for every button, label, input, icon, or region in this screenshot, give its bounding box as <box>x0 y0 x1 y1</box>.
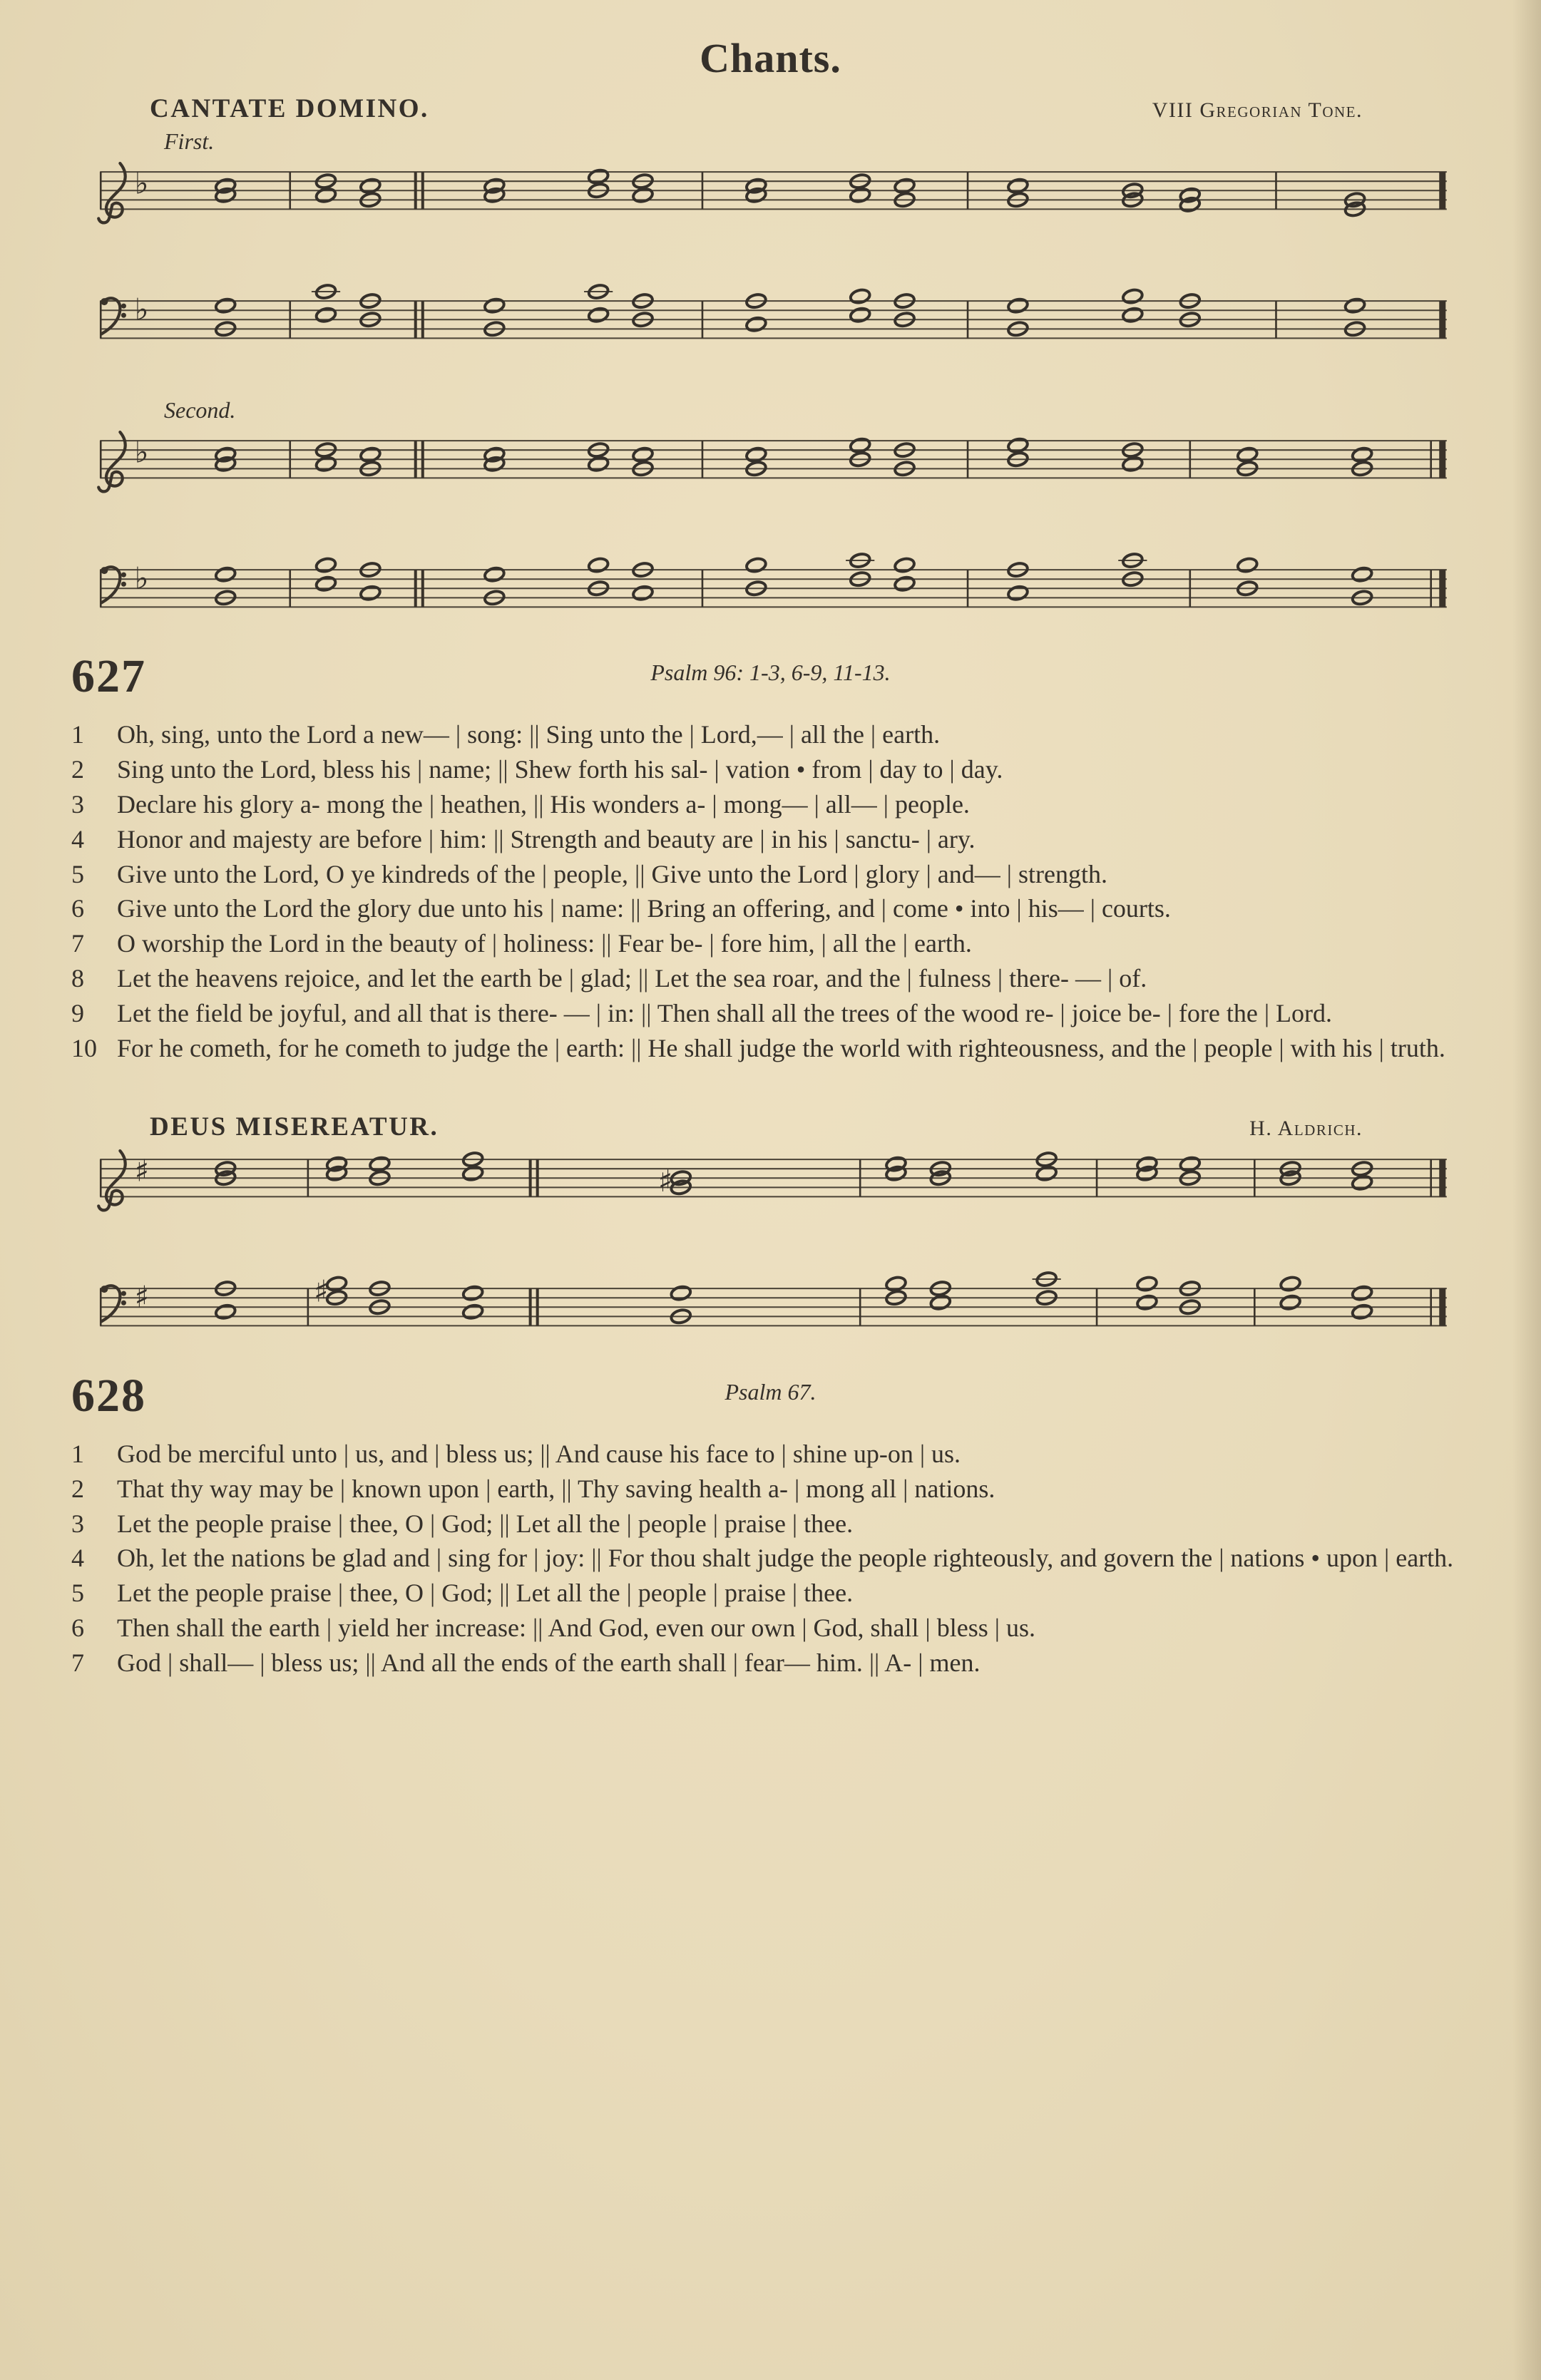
whole-note <box>483 566 505 583</box>
whole-note <box>670 1285 692 1301</box>
hymn-628-number: 628 <box>71 1370 146 1422</box>
verse-text: Oh, let the nations be glad and | sing for | joy: || For thou shalt judge the people righteously, and govern the | nations • upon | earth. <box>117 1544 1454 1573</box>
whole-note <box>315 307 337 323</box>
whole-note <box>359 585 381 601</box>
verse <box>71 1032 1470 1065</box>
hymn-627-number: 627 <box>71 650 146 703</box>
sharp-key-signature: ♯ <box>134 1153 149 1189</box>
deus-title: DEUS MISEREATUR. <box>150 1112 439 1142</box>
whole-note <box>215 297 236 314</box>
verse <box>71 1542 1470 1575</box>
verse-text: Then shall the earth | yield her increase: || And God, even our own | God, shall | bless | us. <box>117 1614 1035 1643</box>
verse-text: God be merciful unto | us, and | bless us; || And cause his face to | shine up-on | us. <box>117 1440 961 1469</box>
verse <box>71 858 1470 891</box>
whole-note <box>1007 297 1028 314</box>
deus-composer: H. Aldrich. <box>1249 1117 1363 1141</box>
whole-note <box>1344 297 1366 314</box>
whole-note <box>1351 566 1373 583</box>
flat-key-signature: ♭ <box>134 560 149 595</box>
verse-number: 4 <box>71 824 84 853</box>
whole-note <box>359 178 381 194</box>
whole-note <box>215 1304 236 1320</box>
whole-note <box>1035 1165 1057 1181</box>
whole-note <box>632 585 653 601</box>
whole-note <box>315 456 337 472</box>
whole-note <box>849 288 871 304</box>
whole-note <box>588 307 609 323</box>
verse-number: 3 <box>71 789 84 819</box>
whole-note <box>1237 446 1258 463</box>
verse <box>71 1507 1470 1541</box>
verse <box>71 1576 1470 1610</box>
cantate-title: CANTATE DOMINO. <box>150 94 429 123</box>
cantate-tone-attribution: VIII Gregorian Tone. <box>1152 98 1363 122</box>
whole-note <box>315 187 337 203</box>
verse <box>71 823 1470 856</box>
accidental: ♯ <box>313 1274 329 1310</box>
whole-note <box>1279 1295 1301 1311</box>
verse <box>71 1611 1470 1645</box>
whole-note <box>1122 456 1143 472</box>
whole-note <box>632 446 653 463</box>
hymn-628-header <box>71 1370 1470 1430</box>
whole-note <box>1007 437 1028 453</box>
whole-note <box>632 187 653 203</box>
whole-note <box>315 557 337 573</box>
whole-note <box>1007 178 1028 194</box>
whole-note <box>894 178 915 194</box>
verse <box>71 927 1470 960</box>
whole-note <box>369 1156 390 1172</box>
music-staves-svg <box>71 426 1470 642</box>
verse-text: Sing unto the Lord, bless his | name; || Shew forth his sal- | vation • from | day to | day. <box>117 755 1003 784</box>
music-staves-svg <box>71 1145 1470 1360</box>
whole-note <box>1122 288 1143 304</box>
bass-staff <box>100 283 1447 338</box>
verse-number: 8 <box>71 963 84 992</box>
verse <box>71 1646 1470 1680</box>
whole-note <box>849 437 871 453</box>
verse <box>71 718 1470 752</box>
verse-text: Let the people praise | thee, O | God; || Let all the | people | praise | thee. <box>117 1509 854 1538</box>
verse-text: Declare his glory a- mong the | heathen, || His wonders a- | mong— | all— | people. <box>117 789 970 819</box>
hymn-627-header <box>71 650 1470 711</box>
verse-number: 10 <box>71 1033 97 1062</box>
verse-text: Let the field be joyful, and all that is there- — | in: || Then shall all the trees of the wood re- | joice be- | fore the | Lord. <box>117 998 1333 1027</box>
whole-note <box>359 446 381 463</box>
verse-text: God | shall— | bless us; || And all the ends of the earth shall | fear— him. || A- | men. <box>117 1648 981 1677</box>
treble-staff <box>98 1151 1447 1210</box>
verse-number: 6 <box>71 1614 84 1643</box>
whole-note <box>745 316 767 332</box>
verse-number: 7 <box>71 929 84 958</box>
whole-note <box>462 1165 483 1181</box>
verse-number: 5 <box>71 859 84 888</box>
verse-text: Let the people praise | thee, O | God; || Let all the | people | praise | thee. <box>117 1579 854 1608</box>
whole-note <box>885 1276 906 1292</box>
whole-note <box>930 1295 951 1311</box>
whole-note <box>462 1304 483 1320</box>
flat-key-signature: ♭ <box>134 292 149 327</box>
whole-note <box>849 307 871 323</box>
verse-text: O worship the Lord in the beauty of | holiness: || Fear be- | fore him, | all the | earth. <box>117 929 972 958</box>
whole-note <box>849 187 871 203</box>
whole-note <box>894 575 915 592</box>
whole-note <box>215 566 236 583</box>
verse-number: 5 <box>71 1579 84 1608</box>
whole-note <box>1122 307 1143 323</box>
whole-note <box>588 456 609 472</box>
hymn-627-psalm-reference: Psalm 96: 1-3, 6-9, 11-13. <box>650 660 891 686</box>
whole-note <box>588 168 609 185</box>
whole-note <box>1179 1156 1201 1172</box>
verse <box>71 753 1470 786</box>
first-setting-label: First. <box>164 128 215 154</box>
whole-note <box>1279 1276 1301 1292</box>
whole-note <box>1351 1285 1373 1301</box>
verse-number: 1 <box>71 720 84 749</box>
verse-text: Honor and majesty are before | him: || Strength and beauty are | in his | sanctu- | ary. <box>117 824 976 853</box>
music-staves-svg <box>71 158 1470 373</box>
sharp-key-signature: ♯ <box>134 1279 149 1315</box>
hymn-628-verses <box>71 1437 1470 1680</box>
accidental: ♯ <box>657 1164 673 1199</box>
whole-note <box>1351 1304 1373 1320</box>
whole-note <box>1136 1295 1157 1311</box>
whole-note <box>1351 1175 1373 1191</box>
verse-number: 7 <box>71 1648 84 1677</box>
second-setting-label: Second. <box>164 396 236 423</box>
verse-text: Give unto the Lord the glory due unto his | name: || Bring an offering, and | come • into | his— | courts. <box>117 894 1171 923</box>
whole-note <box>1351 446 1373 463</box>
verse-number: 3 <box>71 1509 84 1538</box>
verse-text: That thy way may be | known upon | earth, || Thy saving health a- | mong all | nations. <box>117 1474 995 1503</box>
verse-number: 2 <box>71 755 84 784</box>
bass-staff <box>100 552 1447 607</box>
whole-note <box>315 575 337 592</box>
verse <box>71 962 1470 995</box>
whole-note <box>1007 585 1028 601</box>
verse <box>71 1437 1470 1471</box>
deus-header <box>71 1104 1470 1142</box>
whole-note <box>894 557 915 573</box>
whole-note <box>588 557 609 573</box>
verse <box>71 788 1470 821</box>
music-system-deus <box>71 1145 1470 1360</box>
whole-note <box>1136 1276 1157 1292</box>
whole-note <box>1237 557 1258 573</box>
verse <box>71 997 1470 1030</box>
verse-number: 6 <box>71 894 84 923</box>
whole-note <box>483 297 505 314</box>
verse <box>71 892 1470 925</box>
verse-number: 9 <box>71 998 84 1027</box>
verse-text: For he cometh, for he cometh to judge the | earth: || He shall judge the world with righteousness, and the | people | with his | truth. <box>117 1033 1445 1062</box>
flat-key-signature: ♭ <box>134 165 149 201</box>
hymn-628-psalm-reference: Psalm 67. <box>725 1379 816 1405</box>
music-system-cantate-second <box>71 426 1470 642</box>
whole-note <box>462 1285 483 1301</box>
verse-number: 1 <box>71 1440 84 1469</box>
cantate-header <box>71 86 1470 124</box>
flat-key-signature: ♭ <box>134 434 149 469</box>
bass-staff <box>100 1271 1447 1326</box>
page-title: Chants. <box>700 35 841 81</box>
verse-text: Oh, sing, unto the Lord a new— | song: || Sing unto the | Lord,— | all the | earth. <box>117 720 941 749</box>
verse <box>71 1472 1470 1506</box>
whole-note <box>745 446 767 463</box>
treble-staff <box>98 432 1447 491</box>
music-system-cantate-first <box>71 158 1470 373</box>
verse-number: 2 <box>71 1474 84 1503</box>
verse-number: 4 <box>71 1544 84 1573</box>
hymn-627-verses <box>71 718 1470 1065</box>
treble-staff <box>98 163 1447 222</box>
verse-text: Give unto the Lord, O ye kindreds of the | people, || Give unto the Lord | glory | and— | strength. <box>117 859 1107 888</box>
whole-note <box>326 1276 347 1292</box>
whole-note <box>745 557 767 573</box>
verse-text: Let the heavens rejoice, and let the earth be | glad; || Let the sea roar, and the | fulness | there- — | of. <box>117 963 1147 992</box>
